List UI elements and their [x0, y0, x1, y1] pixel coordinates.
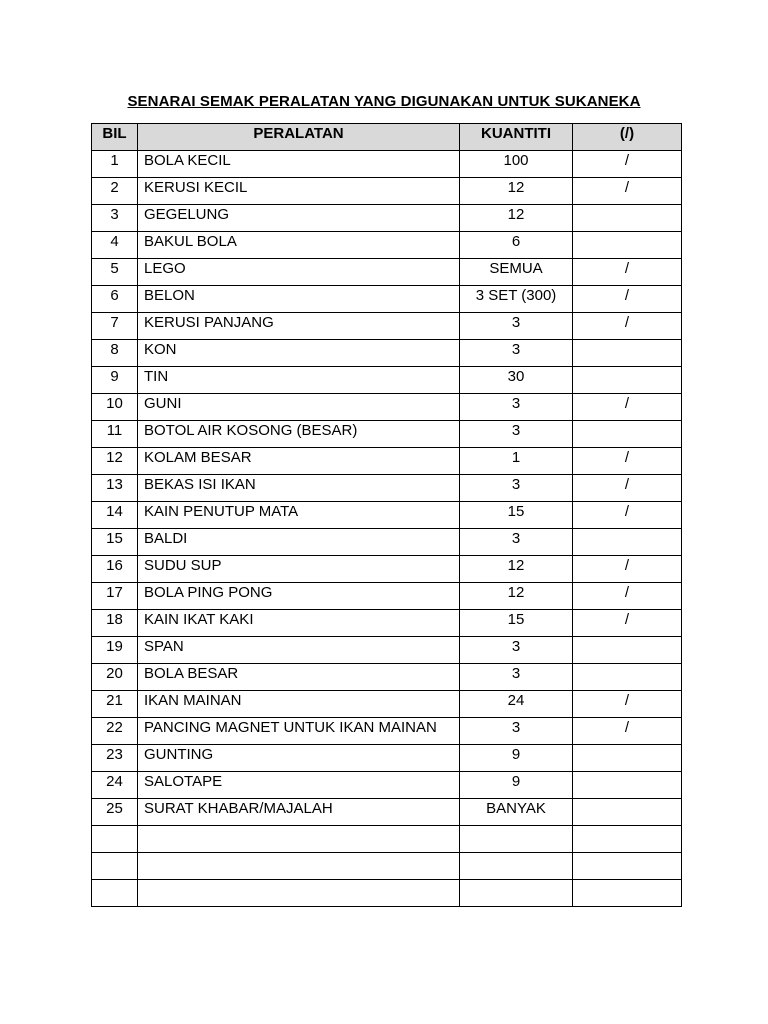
- cell-peralatan: [138, 880, 460, 907]
- cell-peralatan: BOLA KECIL: [138, 151, 460, 178]
- cell-kuantiti: 30: [460, 367, 573, 394]
- table-row: [92, 853, 682, 880]
- cell-check: [573, 637, 682, 664]
- cell-kuantiti: 3: [460, 394, 573, 421]
- header-row: [92, 124, 682, 151]
- cell-bil: 3: [92, 205, 138, 232]
- cell-bil: 16: [92, 556, 138, 583]
- table-row: [92, 799, 682, 826]
- table-row: [92, 637, 682, 664]
- cell-peralatan: GUNTING: [138, 745, 460, 772]
- cell-check: /: [573, 394, 682, 421]
- cell-peralatan: SPAN: [138, 637, 460, 664]
- cell-bil: 5: [92, 259, 138, 286]
- cell-kuantiti: 3: [460, 637, 573, 664]
- cell-bil: 19: [92, 637, 138, 664]
- table-row: [92, 610, 682, 637]
- table-row: [92, 556, 682, 583]
- cell-kuantiti: 12: [460, 178, 573, 205]
- cell-check: /: [573, 178, 682, 205]
- table-row: [92, 205, 682, 232]
- cell-kuantiti: 3: [460, 475, 573, 502]
- table-row: [92, 421, 682, 448]
- cell-bil: 13: [92, 475, 138, 502]
- cell-check: /: [573, 718, 682, 745]
- table-row: [92, 826, 682, 853]
- cell-kuantiti: 6: [460, 232, 573, 259]
- table-row: [92, 772, 682, 799]
- cell-kuantiti: 15: [460, 502, 573, 529]
- cell-kuantiti: SEMUA: [460, 259, 573, 286]
- cell-check: [573, 799, 682, 826]
- cell-bil: 1: [92, 151, 138, 178]
- cell-bil: 9: [92, 367, 138, 394]
- cell-check: /: [573, 475, 682, 502]
- cell-bil: 21: [92, 691, 138, 718]
- cell-check: [573, 529, 682, 556]
- cell-kuantiti: 3: [460, 529, 573, 556]
- cell-peralatan: SALOTAPE: [138, 772, 460, 799]
- cell-check: /: [573, 556, 682, 583]
- cell-peralatan: KOLAM BESAR: [138, 448, 460, 475]
- table-row: [92, 448, 682, 475]
- cell-peralatan: KERUSI PANJANG: [138, 313, 460, 340]
- cell-check: /: [573, 259, 682, 286]
- header-kuantiti: KUANTITI: [460, 124, 573, 151]
- cell-peralatan: BOTOL AIR KOSONG (BESAR): [138, 421, 460, 448]
- cell-peralatan: [138, 826, 460, 853]
- cell-peralatan: BEKAS ISI IKAN: [138, 475, 460, 502]
- cell-check: [573, 205, 682, 232]
- cell-bil: 17: [92, 583, 138, 610]
- header-bil: BIL: [92, 124, 138, 151]
- table-body: [92, 151, 682, 907]
- table-row: [92, 151, 682, 178]
- table-row: [92, 232, 682, 259]
- cell-peralatan: SUDU SUP: [138, 556, 460, 583]
- table-row: [92, 691, 682, 718]
- table-row: [92, 178, 682, 205]
- cell-peralatan: PANCING MAGNET UNTUK IKAN MAINAN: [138, 718, 460, 745]
- cell-check: [573, 826, 682, 853]
- cell-peralatan: GUNI: [138, 394, 460, 421]
- table-row: [92, 313, 682, 340]
- cell-check: [573, 745, 682, 772]
- cell-peralatan: BOLA BESAR: [138, 664, 460, 691]
- cell-peralatan: KAIN PENUTUP MATA: [138, 502, 460, 529]
- table-row: [92, 880, 682, 907]
- cell-bil: 12: [92, 448, 138, 475]
- cell-check: [573, 880, 682, 907]
- cell-peralatan: TIN: [138, 367, 460, 394]
- cell-bil: 25: [92, 799, 138, 826]
- cell-check: /: [573, 151, 682, 178]
- cell-peralatan: KERUSI KECIL: [138, 178, 460, 205]
- cell-peralatan: [138, 853, 460, 880]
- table-row: [92, 529, 682, 556]
- cell-peralatan: IKAN MAINAN: [138, 691, 460, 718]
- table-row: [92, 340, 682, 367]
- cell-kuantiti: 9: [460, 745, 573, 772]
- table-row: [92, 502, 682, 529]
- table-row: [92, 259, 682, 286]
- cell-bil: 11: [92, 421, 138, 448]
- cell-bil: [92, 826, 138, 853]
- cell-bil: 14: [92, 502, 138, 529]
- cell-kuantiti: BANYAK: [460, 799, 573, 826]
- cell-peralatan: SURAT KHABAR/MAJALAH: [138, 799, 460, 826]
- cell-check: [573, 232, 682, 259]
- cell-kuantiti: 24: [460, 691, 573, 718]
- cell-check: /: [573, 691, 682, 718]
- cell-bil: 8: [92, 340, 138, 367]
- cell-kuantiti: [460, 880, 573, 907]
- cell-kuantiti: [460, 853, 573, 880]
- header-peralatan: PERALATAN: [138, 124, 460, 151]
- cell-peralatan: KON: [138, 340, 460, 367]
- cell-kuantiti: 100: [460, 151, 573, 178]
- cell-check: /: [573, 286, 682, 313]
- cell-peralatan: BELON: [138, 286, 460, 313]
- cell-bil: [92, 853, 138, 880]
- cell-peralatan: BAKUL BOLA: [138, 232, 460, 259]
- cell-bil: [92, 880, 138, 907]
- cell-check: [573, 340, 682, 367]
- cell-check: /: [573, 502, 682, 529]
- table-row: [92, 745, 682, 772]
- cell-check: [573, 772, 682, 799]
- table-row: [92, 718, 682, 745]
- cell-peralatan: GEGELUNG: [138, 205, 460, 232]
- cell-kuantiti: 3: [460, 340, 573, 367]
- cell-kuantiti: 3 SET (300): [460, 286, 573, 313]
- document-title: SENARAI SEMAK PERALATAN YANG DIGUNAKAN UNTUK SUKANEKA: [127, 93, 641, 110]
- table-row: [92, 664, 682, 691]
- cell-kuantiti: 3: [460, 718, 573, 745]
- cell-kuantiti: 12: [460, 205, 573, 232]
- cell-check: [573, 664, 682, 691]
- cell-check: /: [573, 583, 682, 610]
- cell-bil: 24: [92, 772, 138, 799]
- cell-bil: 2: [92, 178, 138, 205]
- cell-bil: 22: [92, 718, 138, 745]
- cell-kuantiti: 1: [460, 448, 573, 475]
- cell-peralatan: BALDI: [138, 529, 460, 556]
- cell-check: [573, 853, 682, 880]
- cell-bil: 23: [92, 745, 138, 772]
- cell-bil: 15: [92, 529, 138, 556]
- cell-kuantiti: [460, 826, 573, 853]
- cell-kuantiti: 3: [460, 664, 573, 691]
- cell-bil: 18: [92, 610, 138, 637]
- table-row: [92, 286, 682, 313]
- equipment-checklist-table: [91, 123, 682, 907]
- table-header: [92, 124, 682, 151]
- cell-bil: 6: [92, 286, 138, 313]
- cell-bil: 4: [92, 232, 138, 259]
- cell-kuantiti: 12: [460, 583, 573, 610]
- cell-peralatan: KAIN IKAT KAKI: [138, 610, 460, 637]
- cell-check: /: [573, 448, 682, 475]
- cell-bil: 20: [92, 664, 138, 691]
- cell-peralatan: LEGO: [138, 259, 460, 286]
- cell-kuantiti: 9: [460, 772, 573, 799]
- cell-check: [573, 421, 682, 448]
- table-row: [92, 394, 682, 421]
- cell-bil: 7: [92, 313, 138, 340]
- cell-check: /: [573, 313, 682, 340]
- cell-check: [573, 367, 682, 394]
- cell-bil: 10: [92, 394, 138, 421]
- table-row: [92, 475, 682, 502]
- header-check: (/): [573, 124, 682, 151]
- cell-kuantiti: 15: [460, 610, 573, 637]
- cell-kuantiti: 12: [460, 556, 573, 583]
- table-row: [92, 583, 682, 610]
- cell-peralatan: BOLA PING PONG: [138, 583, 460, 610]
- cell-check: /: [573, 610, 682, 637]
- table-row: [92, 367, 682, 394]
- cell-kuantiti: 3: [460, 421, 573, 448]
- cell-kuantiti: 3: [460, 313, 573, 340]
